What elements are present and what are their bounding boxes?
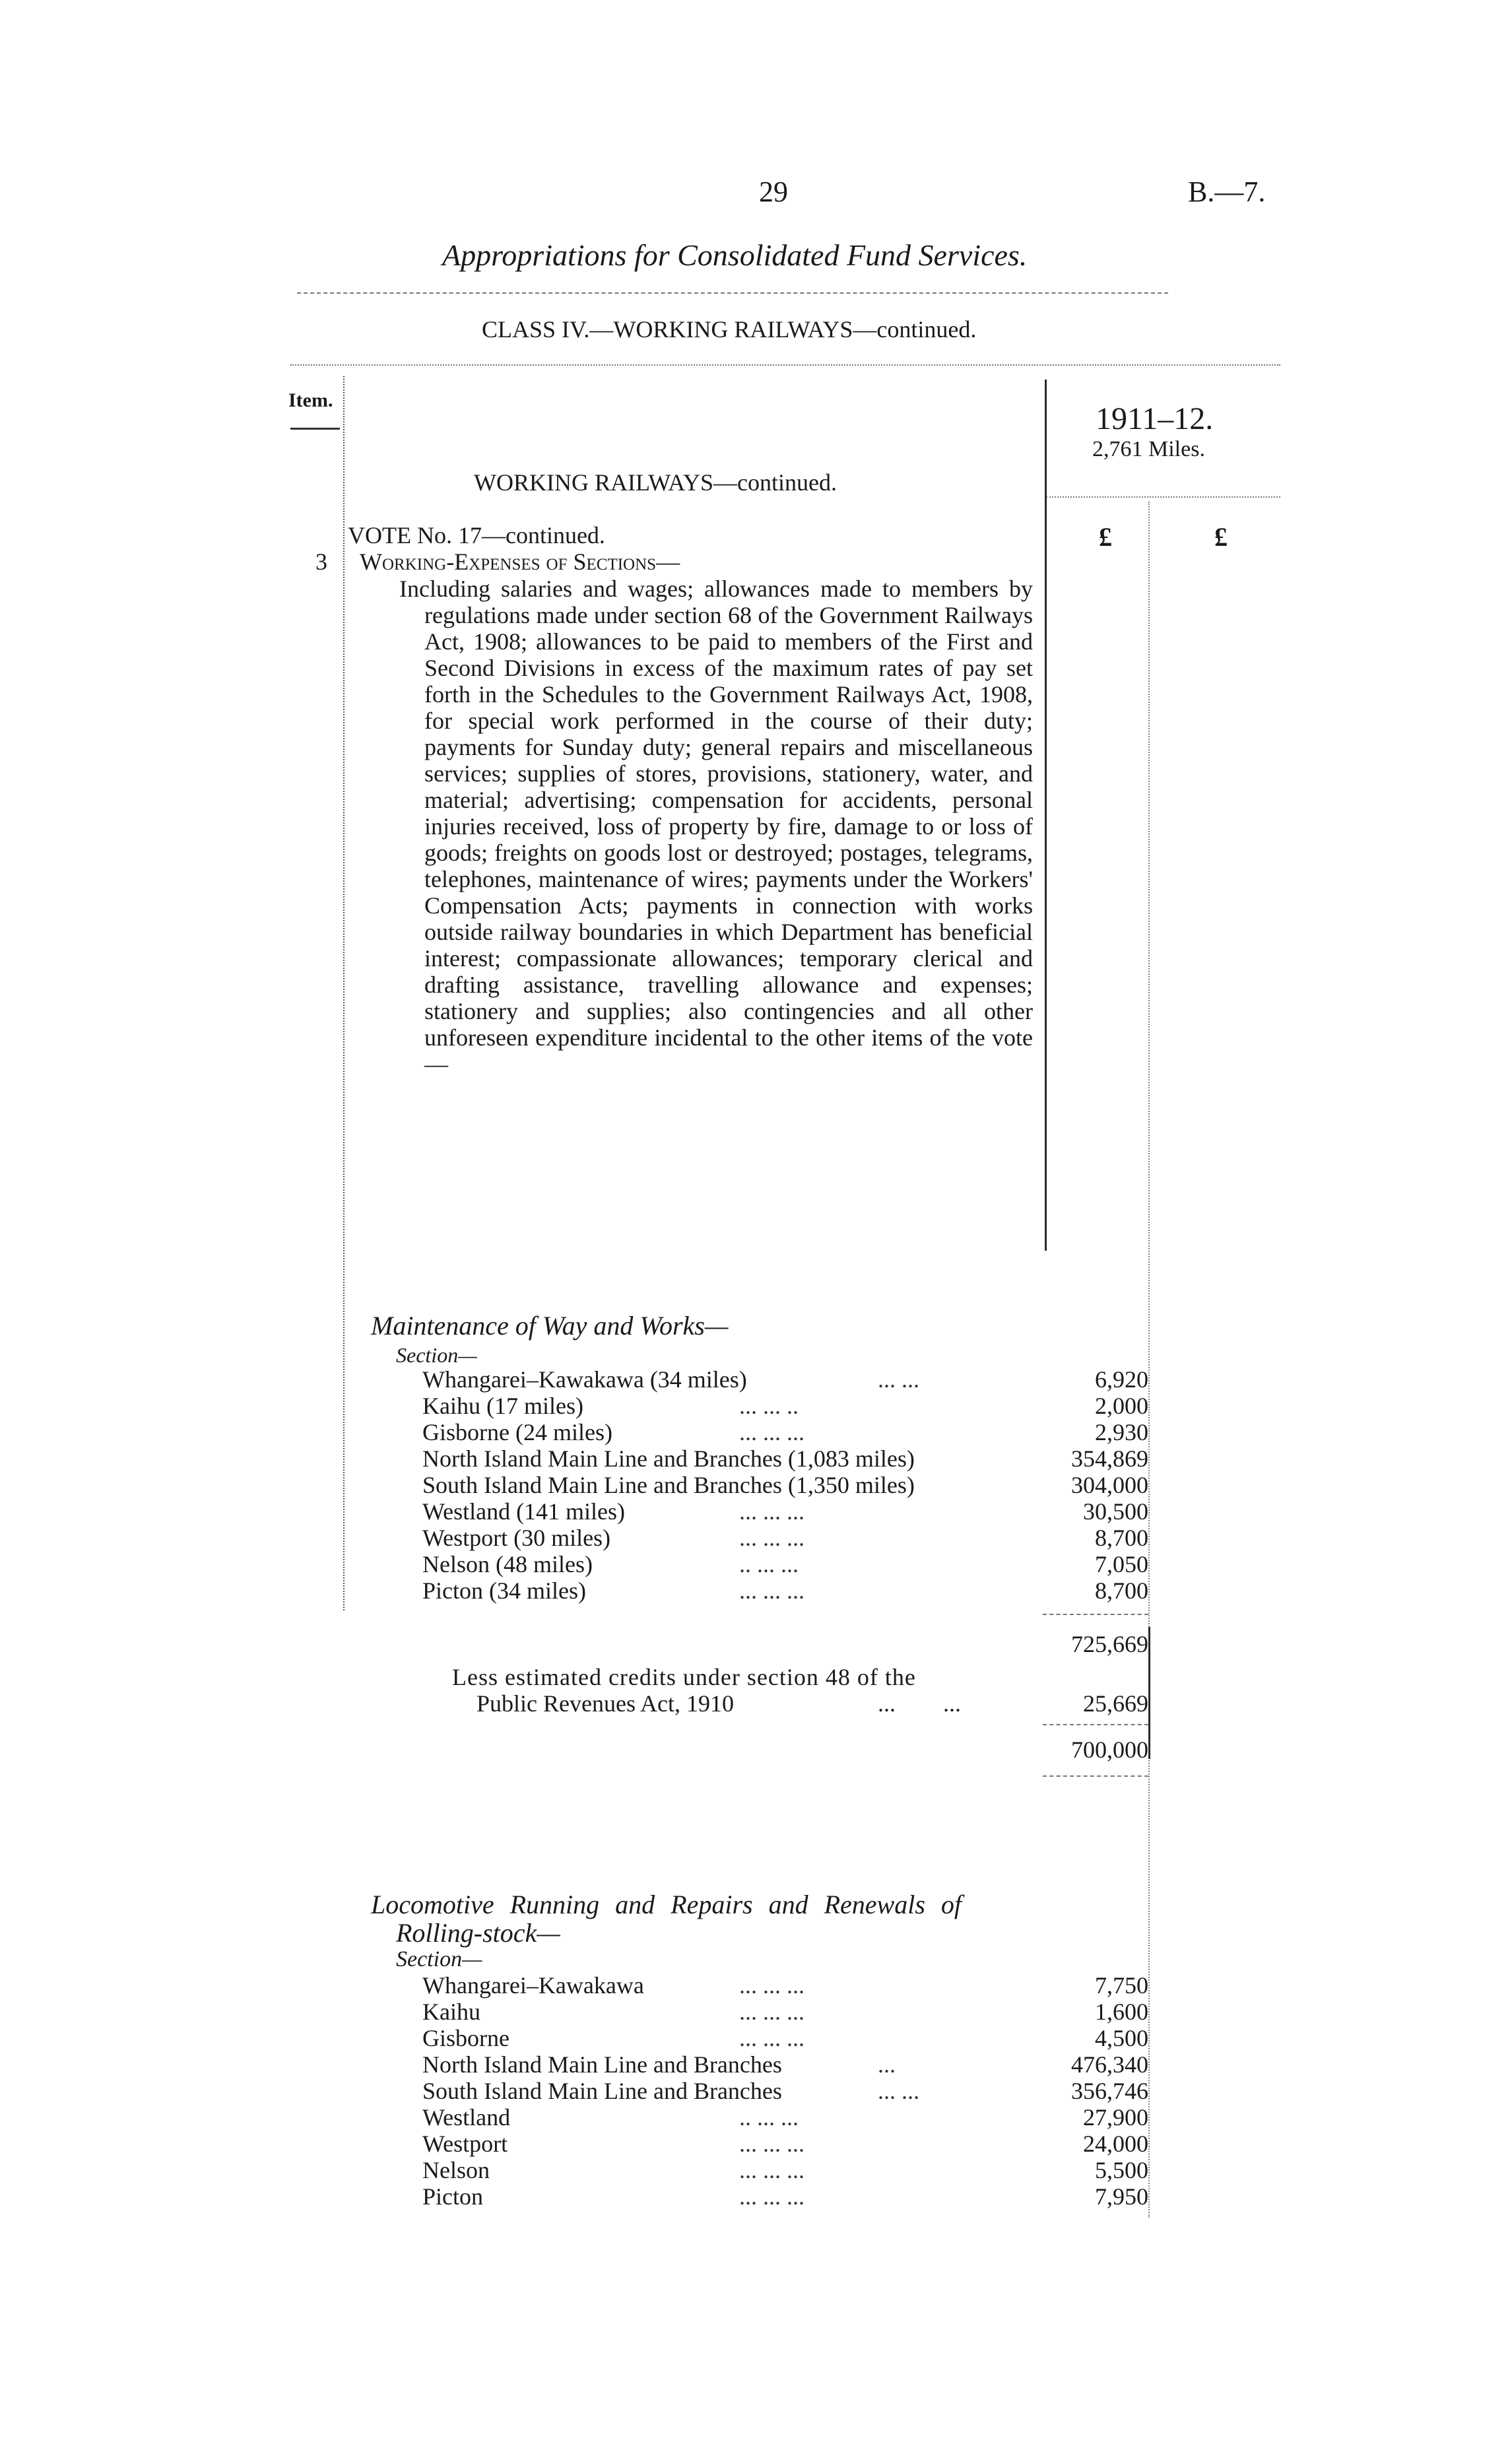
maintenance-row — [422, 1472, 1148, 1498]
row-leader: ... — [878, 2051, 896, 2078]
locomotive-row — [422, 2025, 1148, 2051]
row-label: Nelson — [422, 2157, 490, 2183]
less-credits-line-2: Public Revenues Act, 1910 — [477, 1690, 734, 1717]
row-amount: 2,000 — [1095, 1393, 1148, 1419]
row-label: Westland — [422, 2104, 511, 2131]
maintenance-subtotal: 725,669 — [1071, 1631, 1148, 1657]
row-label: Gisborne — [422, 2025, 509, 2051]
row-amount: 30,500 — [1083, 1498, 1148, 1525]
vote-line: VOTE No. 17—continued. — [348, 522, 605, 548]
row-leader: .. ... ... — [739, 1551, 799, 1577]
row-leader: ... ... — [878, 2078, 919, 2104]
maintenance-row — [422, 1577, 1148, 1604]
row-amount: 8,700 — [1095, 1577, 1148, 1604]
less-credits-leader: ... ... — [878, 1690, 961, 1717]
maintenance-heading: Maintenance of Way and Works— — [371, 1311, 729, 1340]
row-label: Westport — [422, 2131, 508, 2157]
maintenance-section-label: Section— — [396, 1343, 477, 1367]
document-reference: B.—7. — [1188, 176, 1266, 208]
row-label: Kaihu (17 miles) — [422, 1393, 583, 1419]
maintenance-total-under-rule — [1043, 1775, 1148, 1777]
item-description — [399, 576, 1033, 1077]
row-amount: 4,500 — [1095, 2025, 1148, 2051]
locomotive-row — [422, 1999, 1148, 2025]
year-heading: 1911–12. — [1096, 401, 1214, 436]
row-amount: 6,920 — [1095, 1366, 1148, 1393]
row-leader: ... ... — [878, 1366, 919, 1393]
row-label: Kaihu — [422, 1999, 480, 2025]
locomotive-row — [422, 2157, 1148, 2183]
row-label: South Island Main Line and Branches (1,350 miles) — [422, 1472, 915, 1498]
item-label-rule — [290, 428, 340, 430]
maintenance-total: 700,000 — [1071, 1737, 1148, 1763]
row-amount: 304,000 — [1071, 1472, 1148, 1498]
locomotive-heading-1: Locomotive Running and Repairs and Renewals of — [371, 1890, 962, 1919]
row-leader: ... ... ... — [739, 1419, 805, 1445]
row-leader: ... ... ... — [739, 1972, 805, 1999]
item-title: Working-Expenses of Sections— — [360, 548, 680, 575]
row-leader: ... ... ... — [739, 1498, 805, 1525]
row-label: Whangarei–Kawakawa (34 miles) — [422, 1366, 747, 1393]
row-label: Westland (141 miles) — [422, 1498, 626, 1525]
maintenance-subtotal-rule — [1043, 1614, 1148, 1615]
row-leader: ... ... ... — [739, 2157, 805, 2183]
row-amount: 8,700 — [1095, 1525, 1148, 1551]
locomotive-row — [422, 2078, 1148, 2104]
title-rule — [297, 292, 1168, 294]
row-amount: 27,900 — [1083, 2104, 1148, 2131]
row-label: Nelson (48 miles) — [422, 1551, 593, 1577]
row-leader: ... ... ... — [739, 1577, 805, 1604]
less-credits-amount: 25,669 — [1083, 1690, 1148, 1717]
pound-symbol-2: £ — [1214, 522, 1228, 552]
item-description-text: Including salaries and wages; allowances made to members by regulations made under section 68 of the Government Railways Act, 1908; allowances to be paid to members of the First and Second Divisions in excess of the maximum rates of pay set forth in the Schedules to the Government Railways Act, 1908, for special work performed in the course of their duty; payments for Sunday duty; general repairs and miscellaneous services; supplies of stores, provisions, stationery, water, and material; advertising; compensation for accidents, personal injuries received, loss of property by fire, damage to or loss of goods; freights on goods lost or destroyed; postages, telegrams, telephones, maintenance of wires; payments under the Workers' Compensation Acts; payments in connection with works outside railway boundaries in which Department has beneficial interest; compassionate allowances; temporary clerical and drafting assistance, travelling allowance and expenses; stationery and supplies; also contingencies and all other unforeseen expenditure incidental to the other items of the vote— — [399, 576, 1033, 1077]
row-amount: 5,500 — [1095, 2157, 1148, 2183]
locomotive-row — [422, 2104, 1148, 2131]
item-column-label: Item. — [288, 389, 333, 411]
row-amount: 2,930 — [1095, 1419, 1148, 1445]
row-amount: 476,340 — [1071, 2051, 1148, 2078]
row-label: Westport (30 miles) — [422, 1525, 611, 1551]
column-header-rule — [290, 364, 1280, 366]
subtotal-side-rule — [1148, 1627, 1150, 1759]
row-leader: ... ... ... — [739, 2183, 805, 2210]
row-label: North Island Main Line and Branches (1,083 miles) — [422, 1445, 915, 1472]
maintenance-row — [422, 1498, 1148, 1525]
row-label: North Island Main Line and Branches — [422, 2051, 782, 2078]
row-label: Picton (34 miles) — [422, 1577, 586, 1604]
locomotive-row — [422, 2131, 1148, 2157]
description-column-rule — [1045, 380, 1047, 1251]
row-leader: ... ... .. — [739, 1393, 799, 1419]
row-label: Gisborne (24 miles) — [422, 1419, 612, 1445]
row-label: South Island Main Line and Branches — [422, 2078, 782, 2104]
page-title: Appropriations for Consolidated Fund Services. — [442, 238, 1028, 272]
locomotive-section-label: Section— — [396, 1947, 482, 1971]
locomotive-row — [422, 1972, 1148, 1999]
amount-header-rule — [1046, 496, 1280, 498]
maintenance-row — [422, 1551, 1148, 1577]
maintenance-row — [422, 1419, 1148, 1445]
amount-column-rule — [1148, 502, 1150, 2218]
item-column-rule — [343, 376, 345, 1610]
row-leader: .. ... ... — [739, 2104, 799, 2131]
less-credits-line-1: Less estimated credits under section 48 of the — [452, 1664, 916, 1690]
row-leader: ... ... ... — [739, 1999, 805, 2025]
locomotive-row — [422, 2051, 1148, 2078]
row-leader: ... ... ... — [739, 2025, 805, 2051]
page-number: 29 — [759, 176, 788, 208]
row-leader: ... ... ... — [739, 2131, 805, 2157]
locomotive-heading-2: Rolling-stock— — [396, 1918, 560, 1948]
maintenance-row — [422, 1445, 1148, 1472]
row-leader: ... ... ... — [739, 1525, 805, 1551]
row-amount: 7,750 — [1095, 1972, 1148, 1999]
maintenance-row — [422, 1366, 1148, 1393]
maintenance-row — [422, 1393, 1148, 1419]
maintenance-row — [422, 1525, 1148, 1551]
class-line: CLASS IV.—WORKING RAILWAYS—continued. — [482, 316, 977, 343]
row-amount: 24,000 — [1083, 2131, 1148, 2157]
row-amount: 356,746 — [1071, 2078, 1148, 2104]
item-number: 3 — [315, 548, 327, 575]
row-amount: 7,950 — [1095, 2183, 1148, 2210]
row-amount: 354,869 — [1071, 1445, 1148, 1472]
row-amount: 1,600 — [1095, 1999, 1148, 2025]
row-label: Picton — [422, 2183, 484, 2210]
row-amount: 7,050 — [1095, 1551, 1148, 1577]
locomotive-row — [422, 2183, 1148, 2210]
row-label: Whangarei–Kawakawa — [422, 1972, 644, 1999]
maintenance-total-rule — [1043, 1724, 1148, 1725]
pound-symbol-1: £ — [1099, 522, 1112, 552]
miles-heading: 2,761 Miles. — [1092, 437, 1205, 461]
section-heading: WORKING RAILWAYS—continued. — [474, 469, 837, 496]
